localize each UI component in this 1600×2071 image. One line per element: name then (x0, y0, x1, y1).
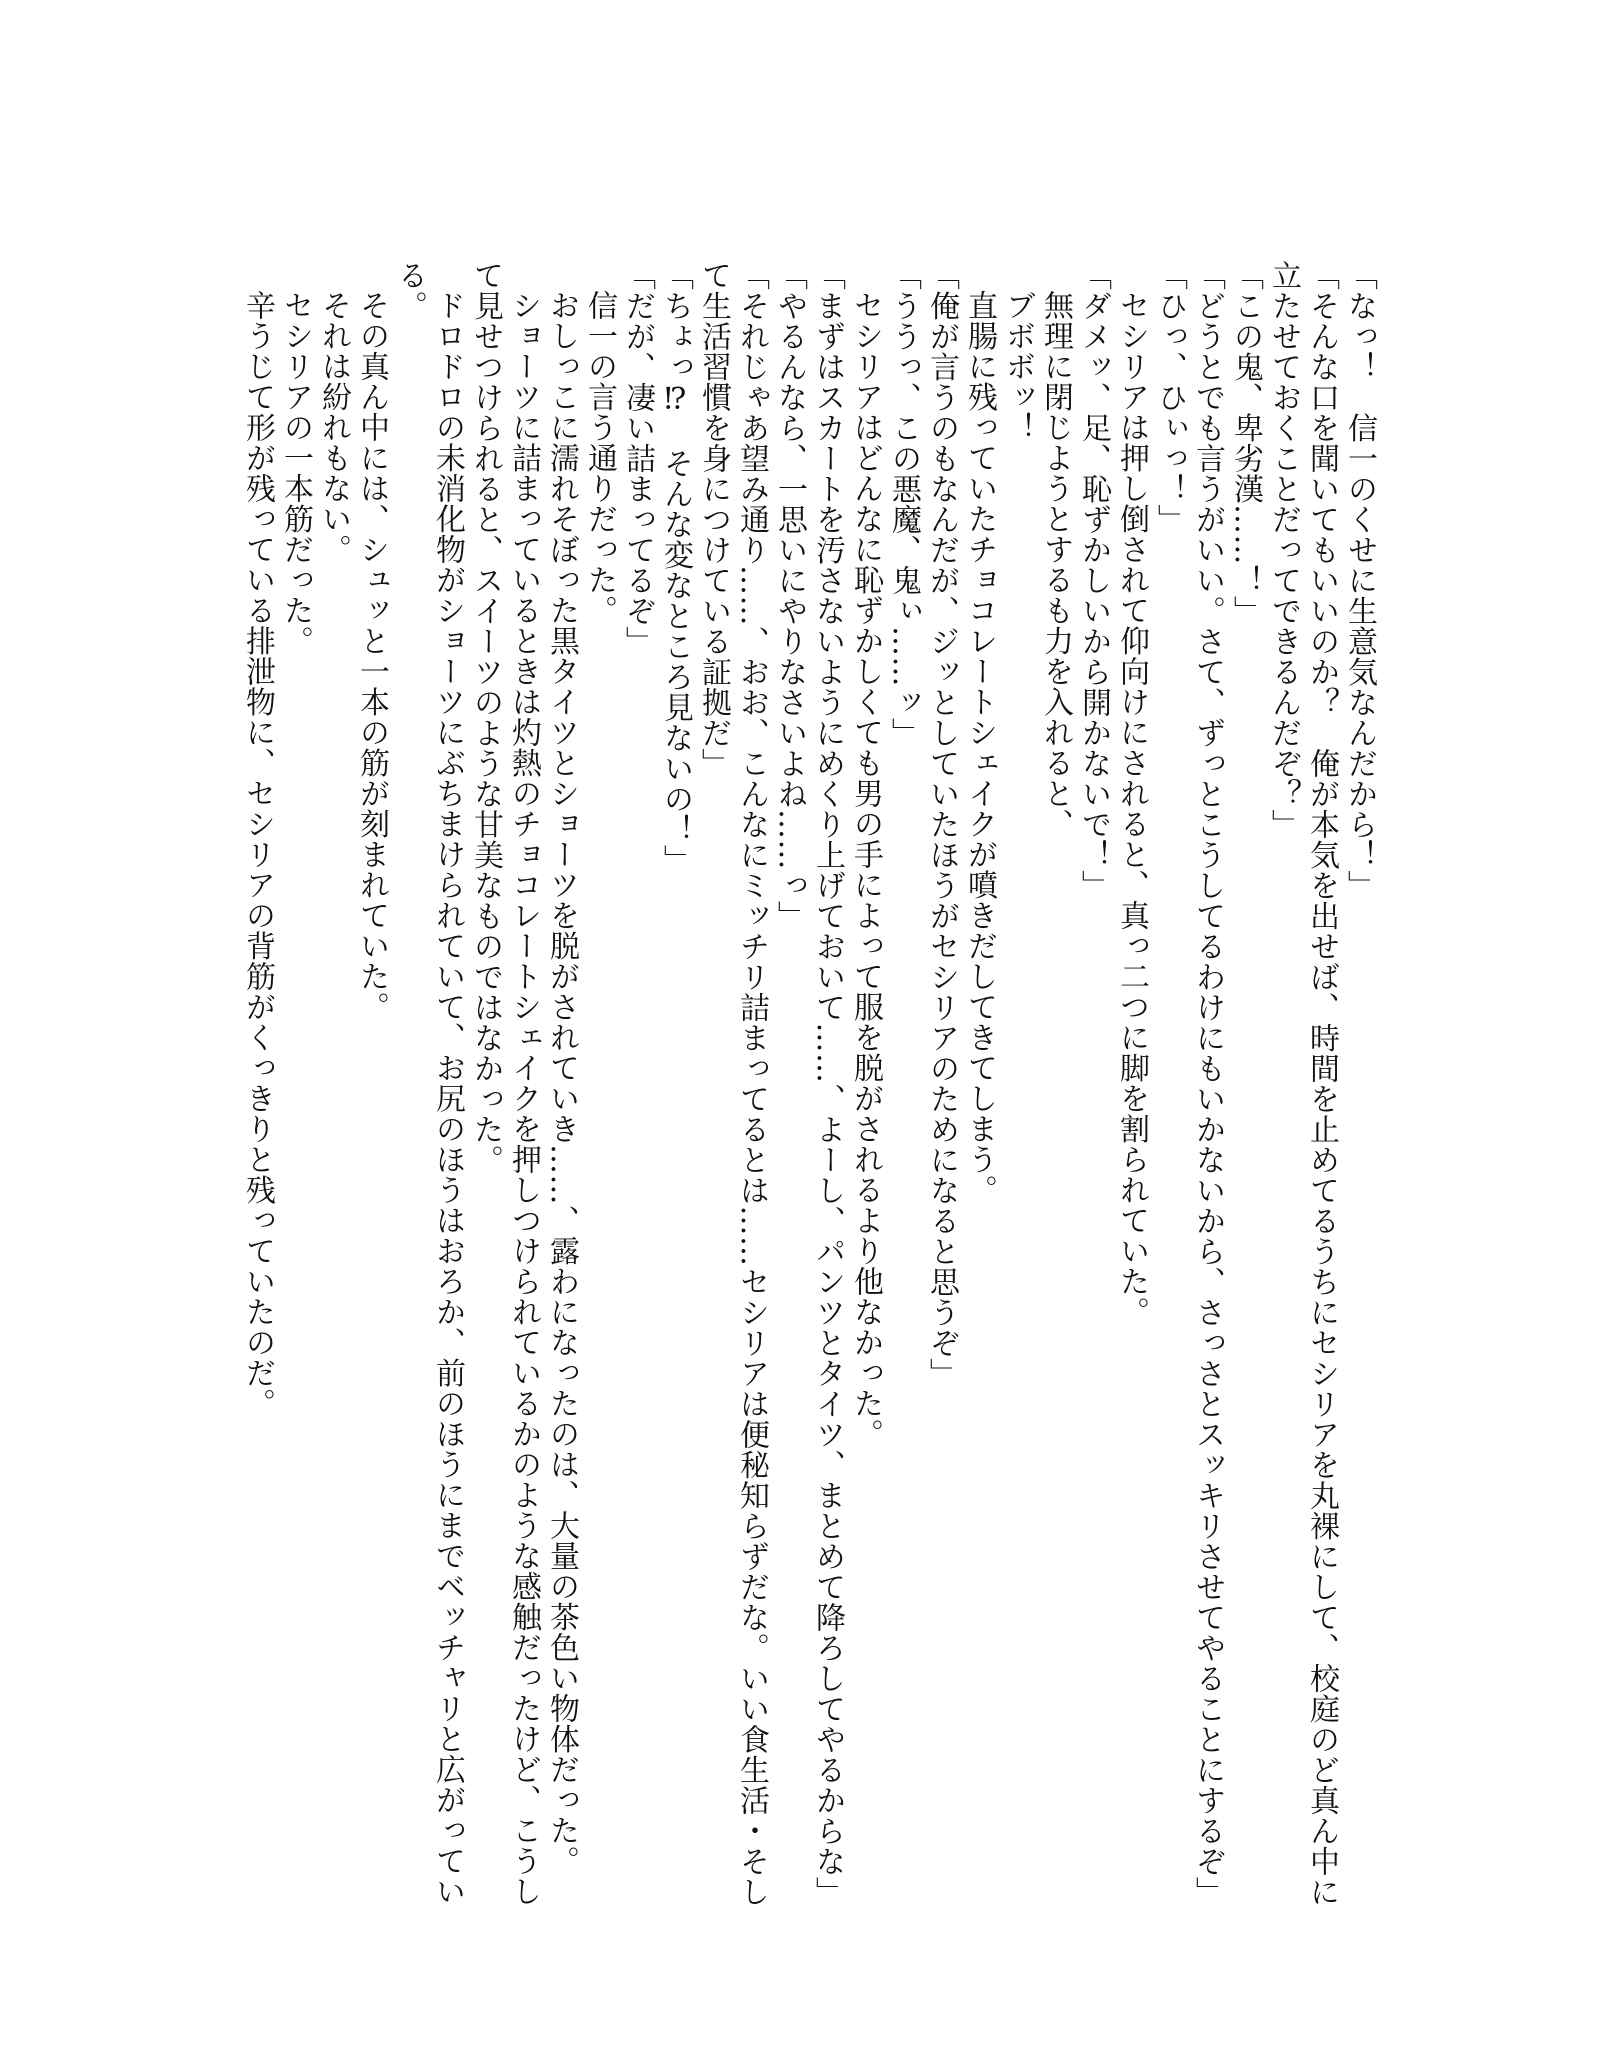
novel-paragraph: 「それじゃあ望み通り……、おお、こんなにミッチリ詰まってるとは……セシリアは便秘知らずだな。いい食生活・そして生活習慣を身につけている証拠だ」 (696, 260, 769, 1907)
novel-paragraph: その真ん中には、シュッと一本の筋が刻まれていた。 (354, 290, 389, 1022)
novel-paragraph: 「だが、凄い詰まってるぞ」 (620, 260, 655, 657)
novel-paragraph: 「ううっ、この悪魔、鬼ぃ……ッ」 (886, 260, 921, 748)
novel-paragraph: 信一の言う通りだった。 (582, 290, 617, 626)
novel-paragraph: 「ダメッ、足、恥ずかしいから開かないで！」 (1076, 260, 1111, 901)
novel-paragraph: セシリアは押し倒されて仰向けにされると、真っ二つに脚を割られていた。 (1114, 290, 1149, 1327)
novel-paragraph: 辛うじて形が残っている排泄物に、セシリアの背筋がくっきりと残っていたのだ。 (240, 290, 275, 1419)
novel-paragraph: セシリアはどんなに恥ずかしくても男の手によって服を脱がされるより他なかった。 (848, 290, 883, 1449)
novel-paragraph: 「まずはスカートを汚さないようにめくり上げておいて……、よーし、パンツとタイツ、まとめて降ろしてやるからな」 (810, 260, 845, 1907)
novel-paragraph: 「どうとでも言うがいい。さて、ずっとこうしてるわけにもいかないから、さっさとスッキリさせてやることにするぞ」 (1190, 260, 1225, 1907)
novel-paragraph: 「なっ！ 信一のくせに生意気なんだから！」 (1342, 260, 1377, 901)
novel-paragraph: 「そんな口を聞いてもいいのか？ 俺が本気を出せば、時間を止めてるうちにセシリアを丸裸にして、校庭のど真ん中に立たせておくことだってできるんだぞ？」 (1266, 260, 1339, 1907)
novel-paragraph: ブボボッ！ (1000, 290, 1035, 443)
novel-text-block (238, 260, 1378, 1926)
novel-paragraph: 「ちょっ⁉ そんな変なところ見ないの！」 (658, 260, 693, 875)
novel-paragraph: 無理に閉じようとするも力を入れると、 (1038, 290, 1073, 839)
novel-paragraph: 「この鬼、卑劣漢……！」 (1228, 260, 1263, 626)
novel-paragraph: ドロドロの未消化物がショーツにぶちまけられていて、お尻のほうはおろか、前のほうにまでベッチャリと広がっている。 (392, 260, 465, 1907)
novel-paragraph: セシリアの一本筋だった。 (278, 290, 313, 656)
novel-paragraph: ショーツに詰まっているときは灼熱のチョコレートシェイクを押しつけられているかのような感触だったけど、こうして見せつけられると、スイーツのような甘美なものではなかった。 (468, 260, 541, 1907)
novel-paragraph: それは紛れもない。 (316, 290, 351, 565)
novel-paragraph: 直腸に残っていたチョコレートシェイクが噴きだしてきてしまう。 (962, 290, 997, 1205)
novel-paragraph: 「俺が言うのもなんだが、ジッとしていたほうがセシリアのためになると思うぞ」 (924, 260, 959, 1389)
novel-paragraph: 「ひっ、ひぃっ！」 (1152, 260, 1187, 535)
novel-paragraph: おしっこに濡れそぼった黒タイツとショーツを脱がされていき……、露わになったのは、大量の茶色い物体だった。 (544, 290, 579, 1876)
novel-paragraph: 「やるんなら、一思いにやりなさいよね……っ」 (772, 260, 807, 931)
